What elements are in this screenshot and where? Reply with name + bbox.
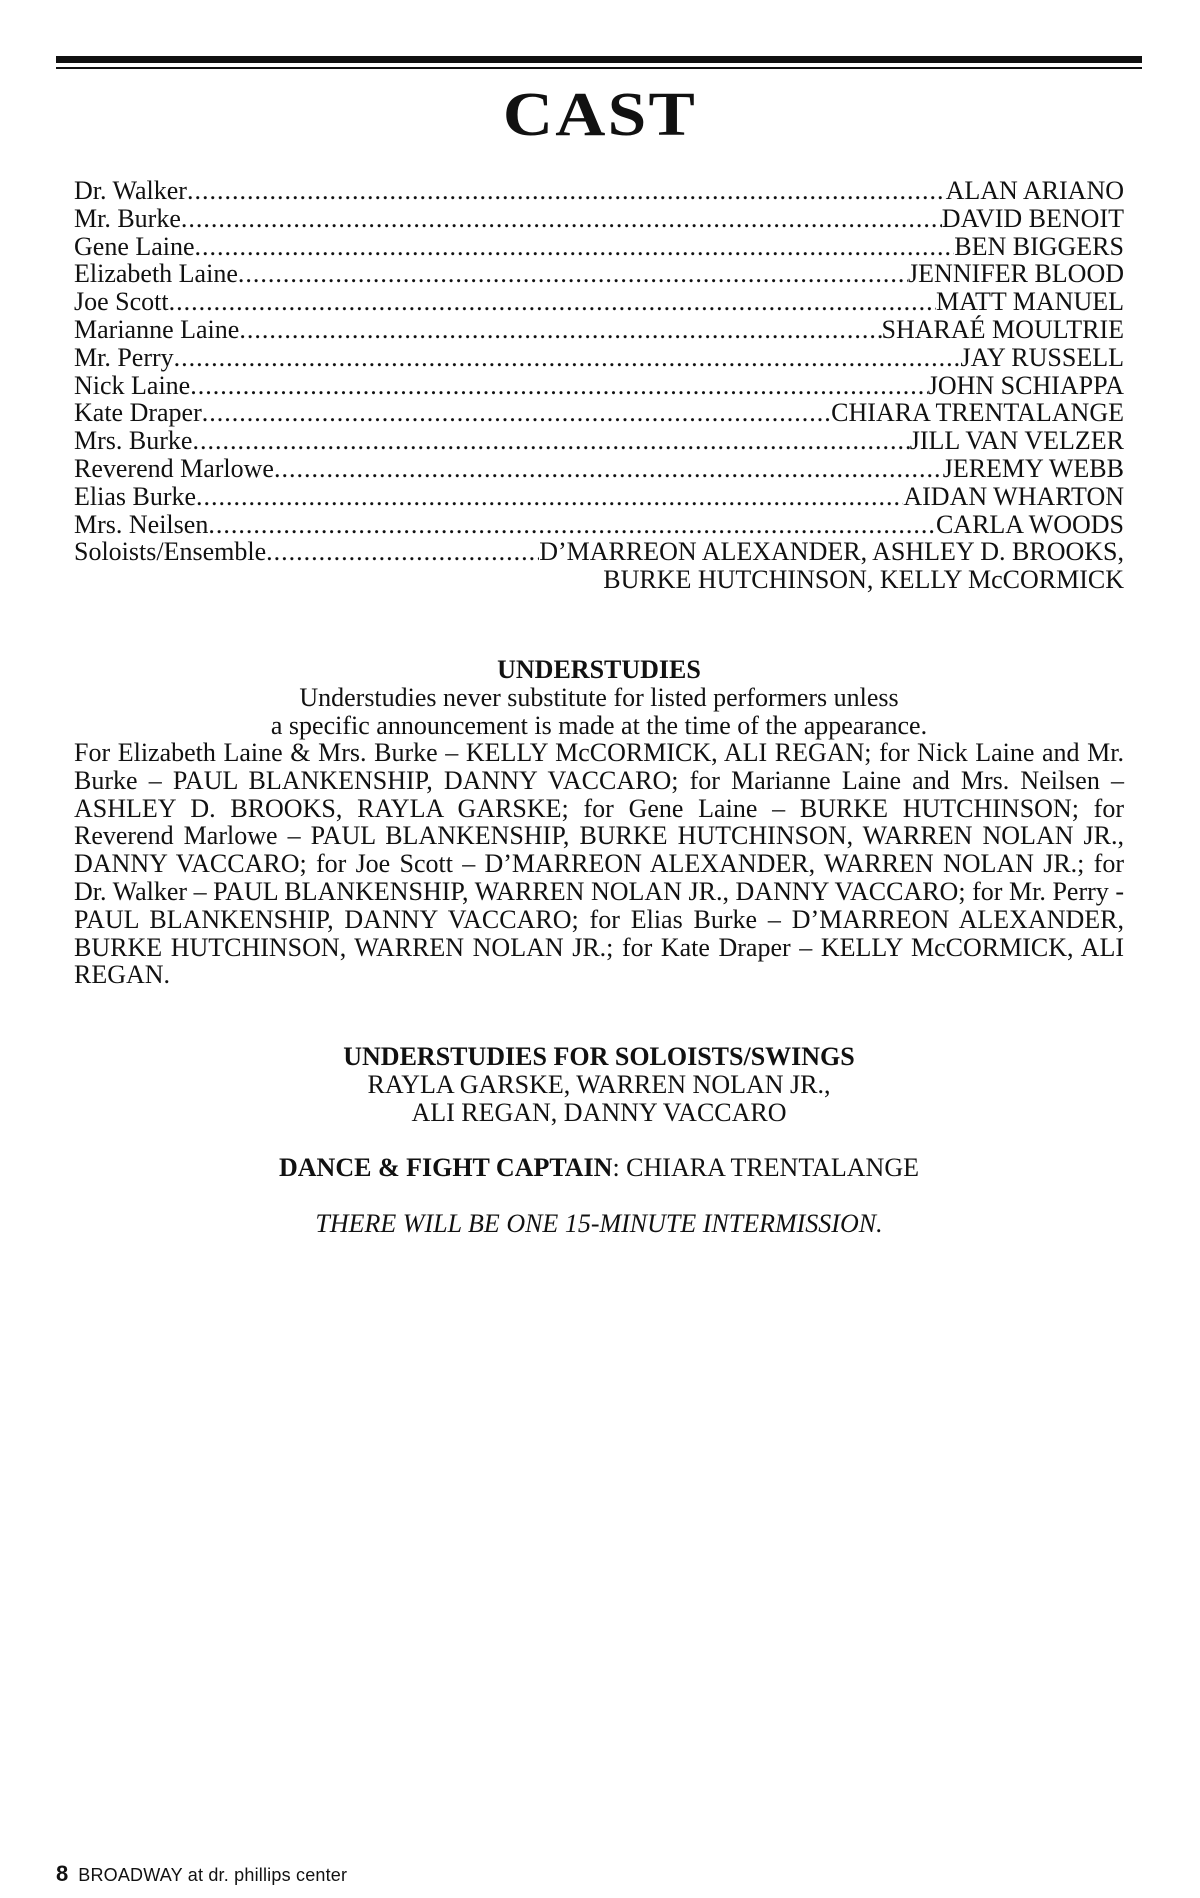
dot-leader: [192, 427, 909, 455]
cast-row: [74, 427, 1124, 455]
cast-role: Mr. Perry: [74, 342, 174, 372]
cast-actor: SHARAÉ MOULTRIE: [881, 314, 1124, 344]
cast-role: Elizabeth Laine: [74, 259, 238, 289]
cast-actor: ALAN ARIANO: [945, 176, 1124, 205]
swings-section: [74, 1043, 1124, 1126]
cast-role: Mrs. Neilsen: [74, 509, 209, 539]
cast-role: Dr. Walker: [74, 176, 187, 205]
dot-leader: [196, 483, 903, 511]
understudies-heading: UNDERSTUDIES: [497, 655, 701, 684]
swings-line-1: RAYLA GARSKE, WARREN NOLAN JR.,: [367, 1069, 831, 1099]
cast-row: [74, 399, 1124, 427]
header-rule-thick: [56, 56, 1142, 63]
dot-leader: [187, 177, 946, 205]
intermission-note: THERE WILL BE ONE 15-MINUTE INTERMISSION.: [315, 1209, 883, 1238]
cast-role: Marianne Laine: [74, 314, 240, 344]
header-rule-thin: [56, 67, 1142, 69]
dot-leader: [274, 455, 943, 483]
cast-row: [74, 260, 1124, 288]
dot-leader: [238, 260, 908, 288]
cast-row: [74, 372, 1124, 400]
cast-actor: CARLA WOODS: [935, 509, 1124, 539]
cast-actor: D’MARREON ALEXANDER, ASHLEY D. BROOKS,: [539, 537, 1124, 567]
dot-leader: [169, 288, 936, 316]
page-title: CAST: [502, 81, 698, 149]
dot-leader: [195, 233, 955, 261]
page-footer: [56, 1861, 347, 1887]
cast-row: [74, 511, 1124, 539]
cast-role: Reverend Marlowe: [74, 453, 274, 483]
cast-row: [74, 455, 1124, 483]
cast-role: Mrs. Burke: [74, 426, 193, 456]
cast-role: Soloists/Ensemble: [74, 537, 267, 567]
cast-actor: JILL VAN VELZER: [909, 426, 1124, 456]
cast-row: [74, 316, 1124, 344]
dot-leader: [202, 399, 831, 427]
cast-continuation: BURKE HUTCHINSON, KELLY McCORMICK: [603, 565, 1124, 595]
captain-line: [74, 1154, 1124, 1182]
cast-row: [74, 344, 1124, 372]
understudies-body: For Elizabeth Laine & Mrs. Burke – KELLY McCORMICK, ALI REGAN; for Nick Laine and Mr. Burke – PAUL BLANKENSHIP, DANNY VACCARO; for Marianne Laine and Mrs. Neilsen – ASHLEY D. BROOKS, RAYLA GARSKE; for Gene Laine – BURKE HUTCHINSON; for Reverend Marlowe – PAUL BLANKENSHIP, BURKE HUTCHINSON, WARREN NOLAN JR., DANNY VACCARO; for Joe Scott – D’MARREON ALEXANDER, WARREN NOLAN JR.; for Dr. Walker – PAUL BLANKENSHIP, WARREN NOLAN JR., DANNY VACCARO; for Mr. Perry - PAUL BLANKENSHIP, DANNY VACCARO; for Elias Burke – D’MARREON ALEXANDER, BURKE HUTCHINSON, WARREN NOLAN JR.; for Kate Draper – KELLY McCORMICK, ALI REGAN.: [74, 738, 1124, 990]
dot-leader: [208, 511, 936, 539]
understudies-notice-line-1: Understudies never substitute for listed performers unless: [299, 682, 899, 712]
cast-actor: JAY RUSSELL: [960, 342, 1124, 372]
dot-leader: [181, 205, 942, 233]
cast-role: Mr. Burke: [74, 203, 181, 233]
cast-actor: JEREMY WEBB: [942, 453, 1124, 483]
cast-row: [74, 288, 1124, 316]
cast-row: [74, 538, 1124, 566]
publication-name: BROADWAY at dr. phillips center: [78, 1865, 348, 1885]
cast-role: Joe Scott: [74, 287, 169, 317]
captain-label: DANCE & FIGHT CAPTAIN: [279, 1153, 613, 1182]
cast-role: Gene Laine: [74, 231, 195, 261]
captain-value: : CHIARA TRENTALANGE: [612, 1153, 919, 1182]
cast-actor: JENNIFER BLOOD: [908, 259, 1124, 289]
dot-leader: [190, 372, 927, 400]
understudies-notice-line-2: a specific announcement is made at the time of the appearance.: [270, 710, 928, 740]
dot-leader: [239, 316, 881, 344]
cast-actor: AIDAN WHARTON: [903, 481, 1124, 511]
cast-row: [74, 205, 1124, 233]
understudies-header: [74, 656, 1124, 739]
swings-line-2: ALI REGAN, DANNY VACCARO: [411, 1097, 787, 1127]
cast-role: Elias Burke: [74, 481, 197, 511]
cast-actor: BEN BIGGERS: [954, 231, 1124, 261]
dot-leader: [266, 538, 539, 566]
cast-actor: CHIARA TRENTALANGE: [831, 398, 1124, 428]
dot-leader: [174, 344, 961, 372]
cast-role: Kate Draper: [74, 398, 202, 428]
cast-row: [74, 483, 1124, 511]
cast-row: [74, 177, 1124, 205]
cast-role: Nick Laine: [74, 370, 191, 400]
page-number: 8: [56, 1861, 69, 1886]
swings-heading: UNDERSTUDIES FOR SOLOISTS/SWINGS: [343, 1042, 855, 1071]
cast-list: [74, 177, 1124, 594]
cast-actor: JOHN SCHIAPPA: [927, 370, 1124, 400]
cast-row: [74, 233, 1124, 261]
cast-actor: MATT MANUEL: [935, 287, 1124, 317]
cast-actor: DAVID BENOIT: [941, 203, 1124, 233]
